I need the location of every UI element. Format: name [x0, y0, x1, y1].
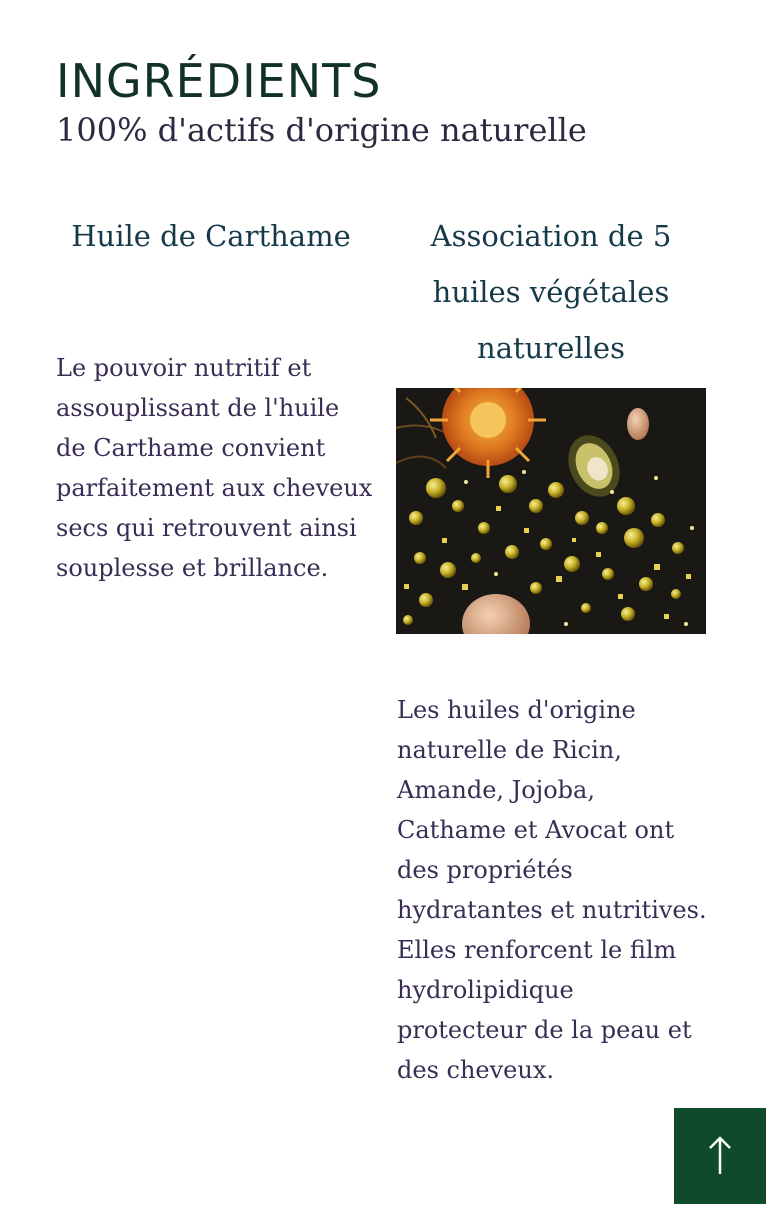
scroll-to-top-button[interactable] [674, 1108, 766, 1204]
page-subtitle: 100% d'actifs d'origine naturelle [56, 111, 587, 149]
safflower-oil-description: Le pouvoir nutritif et assouplissant de l'huile de Carthame convient parfaitement aux cheveux secs qui retrouvent ainsi souplesse et brillance. [56, 354, 373, 582]
safflower-oil-title: Huile de Carthame [71, 219, 351, 253]
page-title: INGRÉDIENTS [56, 53, 382, 108]
vegetable-oils-title: Association de 5 huiles végétales naturelles [430, 219, 672, 365]
oils-illustration [396, 388, 706, 634]
oils-ingredient-image [396, 388, 706, 634]
arrow-up-icon [705, 1134, 735, 1178]
vegetable-oils-description: Les huiles d'origine naturelle de Ricin, Amande, Jojoba, Cathame et Avocat ont des propriétés hydratantes et nutritives. Elles renforcent le film hydrolipidique protecteur de la peau et des cheveux. [397, 696, 707, 1084]
